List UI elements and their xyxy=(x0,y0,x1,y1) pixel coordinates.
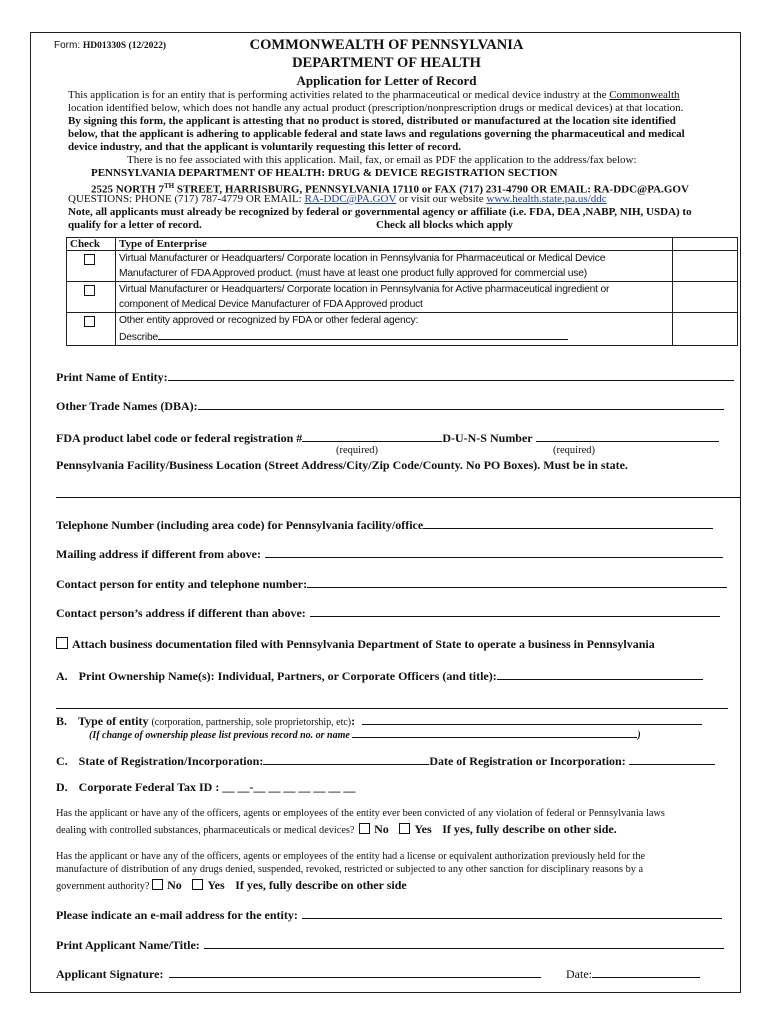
contact-address-row xyxy=(56,605,720,621)
telephone-line[interactable] xyxy=(423,517,713,529)
tax-id-row xyxy=(56,780,355,795)
form-id: HD01330S (12/2022) xyxy=(82,41,167,51)
ownership-row xyxy=(56,668,703,684)
attest-line-1: By signing this form, the applicant is attesting that no product is stored, distributed or manufactured at the location site identified xyxy=(68,115,676,127)
row1-desc xyxy=(116,251,673,282)
entity-name-line[interactable] xyxy=(168,369,734,381)
dba-label: Other Trade Names (DBA): xyxy=(56,399,198,413)
intro-line-2: location identified below, which does not handle any actual product (prescription/nonprescription drugs or medical devices) at that location. xyxy=(68,102,684,114)
q2-describe-note: If yes, fully describe on other side xyxy=(235,878,407,892)
col-type-header: Type of Enterprise xyxy=(116,238,673,251)
state-registration-label: State of Registration/Incorporation: xyxy=(78,754,264,768)
row3-check-cell xyxy=(67,313,116,346)
row3-blank xyxy=(673,313,738,346)
col-check-header: Check xyxy=(67,238,116,251)
row2-line2: component of Medical Device Manufacturer of FDA Approved product xyxy=(119,299,423,310)
pa-location-label: Pennsylvania Facility/Business Location (Street Address/City/Zip Code/County. No PO Boxes). Must be in state. xyxy=(56,458,628,472)
item-b-label: B. xyxy=(56,714,68,728)
enterprise-checkbox-2[interactable] xyxy=(84,285,95,296)
intro-line-1 xyxy=(68,89,680,102)
row1-check-cell xyxy=(67,251,116,282)
entity-name-row xyxy=(56,369,734,385)
contact-address-line[interactable] xyxy=(310,605,720,617)
fda-code-label: FDA product label code or federal registration # xyxy=(56,431,303,445)
registration-date-label: Date of Registration or Incorporation: xyxy=(429,754,626,768)
fda-code-line[interactable] xyxy=(302,430,442,442)
address-rest: STREET, HARRISBURG, PENNSYLVANIA 17110 or FAX (717) 231-4790 OR EMAIL: RA-DDC@PA.GOV xyxy=(174,183,689,196)
mailing-line[interactable] xyxy=(265,546,723,558)
website-link[interactable]: www.health.state.pa.us/ddc xyxy=(486,193,607,205)
title-department: DEPARTMENT OF HEALTH xyxy=(292,55,481,71)
fda-required-note: (required) xyxy=(336,445,378,456)
q1-yes-label: Yes xyxy=(414,822,432,836)
title-commonwealth: COMMONWEALTH OF PENNSYLVANIA xyxy=(249,37,524,53)
commonwealth-link: Commonwealth xyxy=(609,89,680,101)
form-page xyxy=(30,32,741,993)
mailing-label: Mailing address if different from above: xyxy=(56,547,261,561)
q2-line-1: Has the applicant or have any of the officers, agents or employees of the entity had a license or equivalent authorization previously held for the xyxy=(56,851,646,862)
questions-text: QUESTIONS: PHONE (717) 787-4779 OR EMAIL: xyxy=(68,193,305,205)
q2-yes-label: Yes xyxy=(207,878,225,892)
date-row xyxy=(566,966,700,982)
describe-input-line[interactable] xyxy=(158,328,568,340)
note-line-1: Note, all applicants must already be recognized by federal or governmental agency or affiliate (i.e. FDA, DEA ,NABP, NIH, USDA) to xyxy=(68,206,692,218)
date-label: Date: xyxy=(566,967,592,981)
attach-label: Attach business documentation filed with Pennsylvania Department of State to operate a business in Pennsylvania xyxy=(72,637,655,651)
fda-duns-row xyxy=(56,430,719,446)
signature-line[interactable] xyxy=(169,966,541,978)
check-all-label: Check all blocks which apply xyxy=(376,219,513,231)
entity-type-colon: : xyxy=(351,714,356,728)
q2-text: government authority? xyxy=(56,881,150,892)
entity-name-label: Print Name of Entity: xyxy=(56,370,168,384)
change-ownership-close: ) xyxy=(637,730,641,741)
duns-label: D-U-N-S Number xyxy=(442,431,533,445)
contact-address-label: Contact person’s address if different than above: xyxy=(56,606,306,620)
intro-text: This application is for an entity that is performing activities related to the pharmaceutical or medical device industry at the xyxy=(68,89,607,101)
entity-type-row xyxy=(56,713,702,729)
website-text: or visit our website xyxy=(396,193,487,205)
dba-row xyxy=(56,398,724,414)
contact-row xyxy=(56,576,727,592)
change-ownership-row xyxy=(89,728,641,741)
q1-line-1: Has the applicant or have any of the officers, agents or employees of the entity ever been convicted of any violation of federal or Pennsylvania laws xyxy=(56,808,665,819)
q2-no-label: No xyxy=(167,878,182,892)
enterprise-checkbox-1[interactable] xyxy=(84,254,95,265)
tax-id-label[interactable]: Corporate Federal Tax ID : __ __-__ __ __ __ __ __ __ xyxy=(78,780,356,794)
q1-text: dealing with controlled substances, pharmaceuticals or medical devices? xyxy=(56,825,355,836)
col-blank-header xyxy=(673,238,738,251)
address-street: 2525 NORTH 7 xyxy=(91,183,164,196)
attest-line-3: device industry, and that the applicant is voluntarily requesting this letter of record. xyxy=(68,141,461,153)
state-registration-row xyxy=(56,753,715,769)
contact-label: Contact person for entity and telephone number: xyxy=(56,577,308,591)
table-header-row xyxy=(67,238,738,251)
row2-blank xyxy=(673,282,738,313)
enterprise-type-table xyxy=(66,237,738,346)
pa-location-line[interactable] xyxy=(56,486,740,498)
change-ownership-line[interactable] xyxy=(352,728,637,738)
email-row xyxy=(56,907,722,923)
enterprise-checkbox-3[interactable] xyxy=(84,316,95,327)
questions-line xyxy=(68,193,607,206)
q2-line-3 xyxy=(56,878,407,893)
q2-line-2: manufacture of distribution of any drugs denied, suspended, revoked, restricted or subjected to any other sanction for disciplinary reasons by a xyxy=(56,864,644,875)
fee-line: There is no fee associated with this application. Mail, fax, or email as PDF the application to the address/fax below: xyxy=(127,154,637,166)
address-sup: TH xyxy=(163,182,175,190)
applicant-name-row xyxy=(56,937,724,953)
row3-line1: Other entity approved or recognized by FDA or other federal agency: xyxy=(119,315,419,326)
item-c-label: C. xyxy=(56,754,68,768)
change-ownership-label: (If change of ownership please list previous record no. or name xyxy=(89,730,350,741)
email-line[interactable] xyxy=(302,907,722,919)
q2-yes-checkbox[interactable] xyxy=(192,879,203,890)
row2-desc xyxy=(116,282,673,313)
registration-date-line[interactable] xyxy=(629,753,715,765)
form-label: Form: xyxy=(54,40,81,51)
telephone-row xyxy=(56,517,713,533)
q1-no-label: No xyxy=(374,822,389,836)
attest-line-2: below, that the applicant is adhering to applicable federal and state laws and regulations governing the pharmaceutical and medical xyxy=(68,128,685,140)
table-row xyxy=(67,313,738,346)
ownership-label: Print Ownership Name(s): Individual, Partners, or Corporate Officers (and title): xyxy=(78,669,497,683)
item-d-label: D. xyxy=(56,780,68,794)
table-row xyxy=(67,282,738,313)
row3-describe-label: Describe xyxy=(119,332,159,343)
ownership-line-2[interactable] xyxy=(56,697,728,709)
telephone-label: Telephone Number (including area code) for Pennsylvania facility/office xyxy=(56,518,424,532)
item-a-label: A. xyxy=(56,669,68,683)
entity-type-label: Type of entity xyxy=(78,714,149,728)
ownership-line[interactable] xyxy=(497,668,703,680)
q1-yes-checkbox[interactable] xyxy=(399,823,410,834)
row1-line1: Virtual Manufacturer or Headquarters/ Corporate location in Pennsylvania for Pharmaceutical or Medical Device xyxy=(119,253,606,264)
row2-line1: Virtual Manufacturer or Headquarters/ Corporate location in Pennsylvania for Active pharmaceutical ingredient or xyxy=(119,284,610,295)
note-line-2: qualify for a letter of record. xyxy=(68,219,202,231)
date-line[interactable] xyxy=(592,966,700,978)
state-registration-line[interactable] xyxy=(263,753,429,765)
attach-checkbox[interactable] xyxy=(56,637,68,649)
duns-required-note: (required) xyxy=(553,445,595,456)
entity-type-examples: (corporation, partnership, sole proprietorship, etc) xyxy=(151,717,352,728)
email-label: Please indicate an e-mail address for the entity: xyxy=(56,908,298,922)
form-subtitle: Application for Letter of Record xyxy=(296,73,477,88)
applicant-name-line[interactable] xyxy=(204,937,724,949)
mailing-row xyxy=(56,546,723,562)
table-row xyxy=(67,251,738,282)
row1-line2: Manufacturer of FDA Approved product. (must have at least one product fully approved for commercial use) xyxy=(119,268,587,279)
contact-line[interactable] xyxy=(307,576,727,588)
q1-describe-note: If yes, fully describe on other side. xyxy=(442,822,617,836)
q1-no-checkbox[interactable] xyxy=(359,823,370,834)
signature-label: Applicant Signature: xyxy=(56,967,164,981)
attach-row xyxy=(56,637,655,652)
entity-type-line[interactable] xyxy=(362,713,702,725)
signature-row xyxy=(56,966,541,982)
row1-blank xyxy=(673,251,738,282)
applicant-name-label: Print Applicant Name/Title: xyxy=(56,938,200,952)
row3-desc xyxy=(116,313,673,346)
duns-line[interactable] xyxy=(536,430,719,442)
dba-line[interactable] xyxy=(198,398,724,410)
q2-no-checkbox[interactable] xyxy=(152,879,163,890)
address-line-1: PENNSYLVANIA DEPARTMENT OF HEALTH: DRUG & DEVICE REGISTRATION SECTION xyxy=(91,167,558,179)
row2-check-cell xyxy=(67,282,116,313)
email-link[interactable]: RA-DDC@PA.GOV xyxy=(304,193,397,205)
q1-line-2 xyxy=(56,822,617,837)
